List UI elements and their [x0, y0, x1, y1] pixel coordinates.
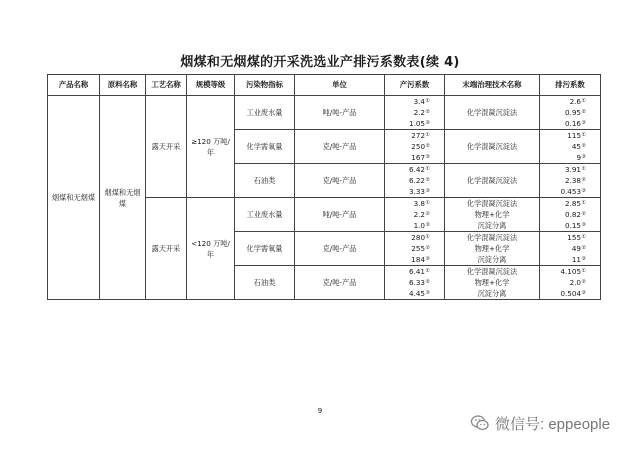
pollutant-cell: 化学需氧量: [235, 232, 295, 266]
produce-coefficient-cell: [385, 232, 445, 266]
discharge-coefficient-cell: [540, 266, 601, 300]
footnote-marker: ③: [581, 188, 586, 194]
coefficient-value: [387, 198, 430, 209]
scale-level-cell: <120 万吨/年: [187, 198, 235, 300]
coefficient-number: 4.45: [409, 289, 426, 298]
coefficient-value: [387, 266, 430, 277]
coefficient-value: [542, 175, 586, 186]
coefficient-value: [387, 254, 430, 265]
coefficient-number: 250: [411, 142, 426, 151]
coefficient-value: [387, 164, 430, 175]
coefficient-value: [387, 96, 430, 107]
coefficient-number: 1.05: [409, 119, 426, 128]
coefficient-number: 2.38: [565, 176, 582, 185]
pollutant-cell: 石油类: [235, 266, 295, 300]
coefficient-number: 0.504: [560, 289, 582, 298]
unit-cell: 吨/吨-产品: [295, 198, 385, 232]
product-name-cell: 烟煤和无烟煤: [48, 96, 100, 300]
coefficient-number: 2.2: [413, 210, 426, 219]
treatment-method: 化学混凝沉淀法: [466, 108, 518, 117]
watermark-text: 微信号: eppeople: [495, 415, 611, 433]
wechat-icon: [470, 413, 490, 433]
pollutant-cell: 化学需氧量: [235, 130, 295, 164]
header-unit: 单位: [295, 75, 385, 96]
footnote-marker: ②: [425, 279, 430, 285]
treatment-method: 化学混凝沉淀法: [466, 142, 518, 151]
produce-coefficient-cell: [385, 164, 445, 198]
header-product: 产品名称: [48, 75, 100, 96]
footnote-marker: ③: [425, 222, 430, 228]
coefficient-number: 0.16: [565, 119, 582, 128]
coefficient-value: [387, 288, 430, 299]
footnote-marker: ①: [425, 234, 430, 240]
unit-cell: 克/吨-产品: [295, 266, 385, 300]
process-name-cell: 露天开采: [146, 96, 187, 198]
pollutant-cell: 工业废水量: [235, 198, 295, 232]
coefficient-number: 6.33: [409, 278, 426, 287]
coefficient-value: [542, 186, 586, 197]
footnote-marker: ③: [581, 222, 586, 228]
footnote-marker: ②: [581, 177, 586, 183]
footnote-marker: ③: [425, 120, 430, 126]
footnote-marker: ③: [581, 154, 586, 160]
treatment-method: 化学混凝沉淀法: [466, 267, 518, 276]
header-material: 原料名称: [100, 75, 146, 96]
coefficient-value: [542, 96, 586, 107]
emission-coefficient-table: [47, 74, 601, 300]
coefficient-number: 155: [567, 233, 582, 242]
table-row: [48, 96, 601, 130]
footnote-marker: ②: [425, 245, 430, 251]
coefficient-value: [387, 220, 430, 231]
treatment-method: 沉淀分离: [477, 221, 507, 230]
coefficient-value: [387, 243, 430, 254]
coefficient-number: 6.22: [409, 176, 426, 185]
coefficient-number: 2.85: [565, 199, 582, 208]
coefficient-number: 6.42: [409, 165, 426, 174]
treatment-method: 物理+化学: [474, 244, 510, 253]
coefficient-number: 1.0: [413, 221, 426, 230]
footnote-marker: ①: [581, 200, 586, 206]
footnote-marker: ①: [425, 166, 430, 172]
coefficient-value: [542, 266, 586, 277]
coefficient-number: 9: [576, 153, 582, 162]
unit-cell: 克/吨-产品: [295, 164, 385, 198]
discharge-coefficient-cell: [540, 164, 601, 198]
coefficient-value: [542, 254, 586, 265]
footnote-marker: ②: [581, 279, 586, 285]
coefficient-value: [542, 130, 586, 141]
treatment-method: 沉淀分离: [477, 289, 507, 298]
coefficient-value: [542, 220, 586, 231]
coefficient-number: 3.91: [565, 165, 582, 174]
header-treatment: 末端治理技术名称: [445, 75, 540, 96]
treatment-cell: [445, 198, 540, 232]
header-process: 工艺名称: [146, 75, 187, 96]
treatment-method: 物理+化学: [474, 210, 510, 219]
coefficient-value: [387, 277, 430, 288]
coefficient-number: 6.41: [409, 267, 426, 276]
coefficient-number: 45: [571, 142, 582, 151]
footnote-marker: ①: [581, 98, 586, 104]
coefficient-value: [542, 152, 586, 163]
footnote-marker: ②: [425, 143, 430, 149]
pollutant-cell: 工业废水量: [235, 96, 295, 130]
coefficient-number: 184: [411, 255, 426, 264]
discharge-coefficient-cell: [540, 96, 601, 130]
footnote-marker: ③: [425, 188, 430, 194]
header-pollutant: 污染物指标: [235, 75, 295, 96]
material-name-cell: 烟煤和无烟煤: [100, 96, 146, 300]
footnote-marker: ②: [425, 211, 430, 217]
coefficient-number: 2.6: [569, 97, 582, 106]
coefficient-number: 255: [411, 244, 426, 253]
coefficient-value: [387, 232, 430, 243]
unit-cell: 克/吨-产品: [295, 130, 385, 164]
pollutant-cell: 石油类: [235, 164, 295, 198]
footnote-marker: ①: [425, 132, 430, 138]
coefficient-number: 49: [571, 244, 582, 253]
treatment-method: 化学混凝沉淀法: [466, 176, 518, 185]
coefficient-value: [542, 198, 586, 209]
coefficient-value: [542, 164, 586, 175]
treatment-cell: [445, 266, 540, 300]
discharge-coefficient-cell: [540, 130, 601, 164]
produce-coefficient-cell: [385, 266, 445, 300]
discharge-coefficient-cell: [540, 198, 601, 232]
coefficient-number: 3.4: [413, 97, 426, 106]
coefficient-number: 115: [567, 131, 582, 140]
footnote-marker: ③: [425, 290, 430, 296]
footnote-marker: ③: [581, 256, 586, 262]
header-scale: 规模等级: [187, 75, 235, 96]
produce-coefficient-cell: [385, 96, 445, 130]
footnote-marker: ①: [425, 200, 430, 206]
treatment-method: 沉淀分离: [477, 255, 507, 264]
treatment-method: 物理+化学: [474, 278, 510, 287]
coefficient-value: [542, 209, 586, 220]
page-title: 烟煤和无烟煤的开采洗选业产排污系数表(续 4): [180, 55, 460, 70]
coefficient-value: [542, 288, 586, 299]
coefficient-number: 167: [411, 153, 426, 162]
footnote-marker: ③: [581, 290, 586, 296]
footnote-marker: ②: [581, 143, 586, 149]
header-discharge-coef: 排污系数: [540, 75, 601, 96]
footnote-marker: ②: [581, 245, 586, 251]
produce-coefficient-cell: [385, 130, 445, 164]
unit-cell: 克/吨-产品: [295, 232, 385, 266]
footnote-marker: ③: [425, 154, 430, 160]
coefficient-number: 4.105: [560, 267, 582, 276]
coefficient-value: [542, 141, 586, 152]
coefficient-number: 3.33: [409, 187, 426, 196]
coefficient-value: [387, 130, 430, 141]
table-header-row: [48, 75, 601, 96]
table-body: [48, 96, 601, 300]
coefficient-number: 2.2: [413, 108, 426, 117]
process-name-cell: 露天开采: [146, 198, 187, 300]
coefficient-value: [387, 141, 430, 152]
footnote-marker: ③: [581, 120, 586, 126]
footnote-marker: ②: [425, 109, 430, 115]
coefficient-number: 280: [411, 233, 426, 242]
treatment-cell: [445, 96, 540, 130]
coefficient-value: [542, 107, 586, 118]
coefficient-number: 272: [411, 131, 426, 140]
coefficient-value: [542, 243, 586, 254]
treatment-method: 化学混凝沉淀法: [466, 199, 518, 208]
treatment-method: 化学混凝沉淀法: [466, 233, 518, 242]
footnote-marker: ①: [581, 268, 586, 274]
coefficient-value: [387, 152, 430, 163]
coefficient-number: 0.95: [565, 108, 582, 117]
footnote-marker: ①: [425, 268, 430, 274]
treatment-cell: [445, 232, 540, 266]
discharge-coefficient-cell: [540, 232, 601, 266]
footnote-marker: ①: [581, 132, 586, 138]
footnote-marker: ②: [425, 177, 430, 183]
treatment-cell: [445, 164, 540, 198]
unit-cell: 吨/吨-产品: [295, 96, 385, 130]
coefficient-number: 2.0: [569, 278, 582, 287]
footnote-marker: ②: [581, 109, 586, 115]
footnote-marker: ①: [581, 166, 586, 172]
coefficient-value: [387, 118, 430, 129]
footnote-marker: ①: [581, 234, 586, 240]
coefficient-number: 3.8: [413, 199, 426, 208]
footnote-marker: ②: [581, 211, 586, 217]
footnote-marker: ①: [425, 98, 430, 104]
coefficient-number: 0.453: [560, 187, 582, 196]
wechat-watermark: [470, 410, 640, 436]
coefficient-value: [542, 232, 586, 243]
coefficient-number: 0.82: [565, 210, 582, 219]
footnote-marker: ③: [425, 256, 430, 262]
coefficient-value: [542, 118, 586, 129]
coefficient-value: [387, 107, 430, 118]
coefficient-value: [542, 277, 586, 288]
header-produce-coef: 产污系数: [385, 75, 445, 96]
coefficient-number: 11: [571, 255, 582, 264]
produce-coefficient-cell: [385, 198, 445, 232]
coefficient-number: 0.15: [565, 221, 582, 230]
page-number: 9: [317, 407, 323, 415]
scale-level-cell: ≥120 万吨/年: [187, 96, 235, 198]
treatment-cell: [445, 130, 540, 164]
coefficient-value: [387, 209, 430, 220]
coefficient-value: [387, 175, 430, 186]
coefficient-value: [387, 186, 430, 197]
